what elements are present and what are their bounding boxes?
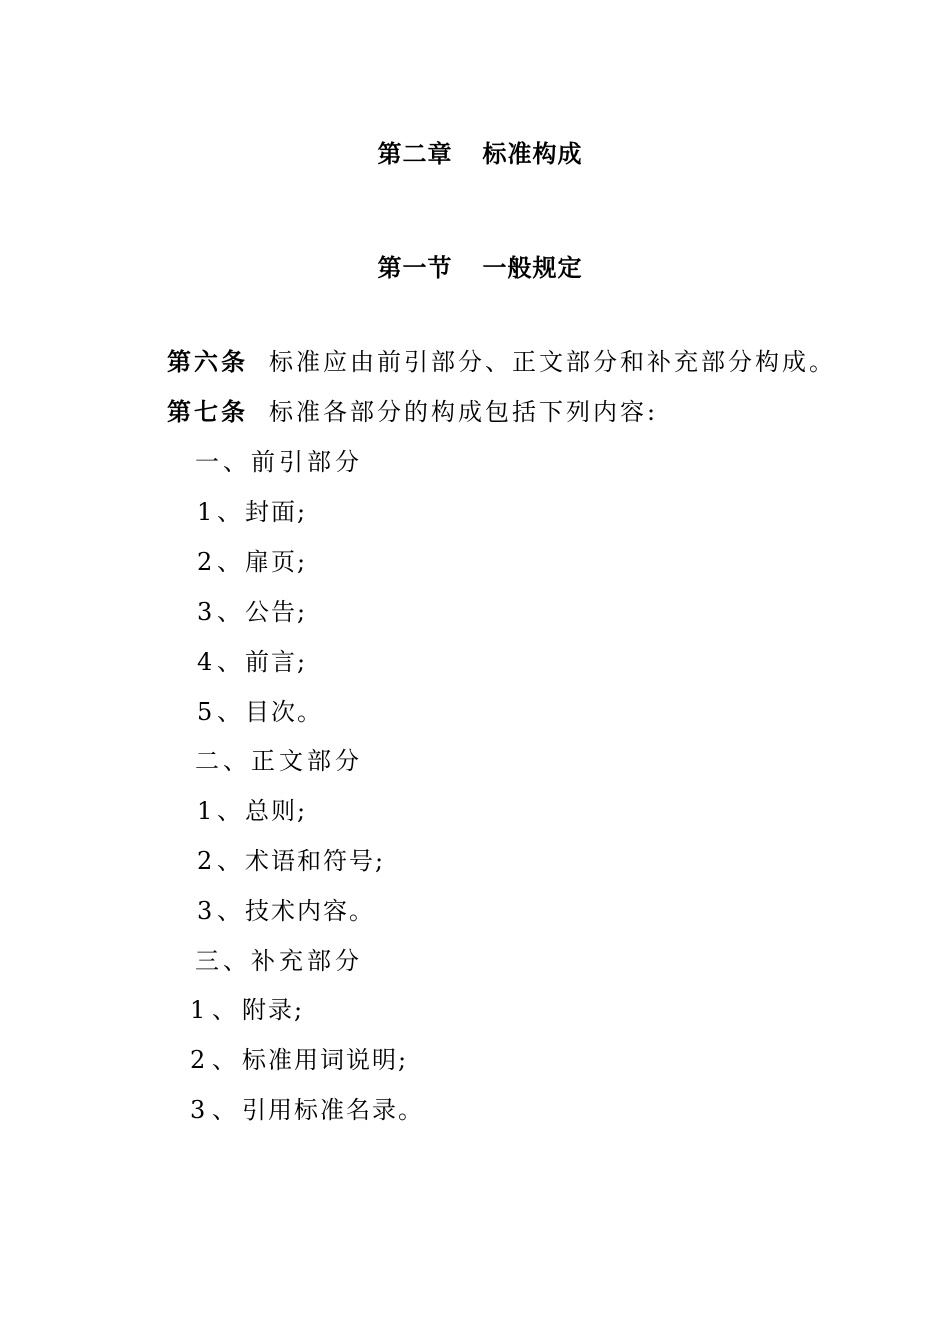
list-item — [190, 1040, 408, 1075]
item-number: 3 — [197, 598, 215, 626]
item-text: 标准用词说明; — [242, 1046, 409, 1074]
section-title: 一般规定 — [482, 254, 583, 282]
article-label: 第七条 — [167, 398, 248, 426]
section-number: 第一节 — [377, 254, 453, 282]
item-separator: 、 — [217, 648, 243, 676]
item-number: 2 — [190, 1046, 208, 1074]
list-item — [197, 891, 375, 926]
section-heading — [5, 248, 950, 283]
item-text: 公告; — [245, 598, 308, 626]
article-text: 标准应由前引部分、正文部分和补充部分构成。 — [269, 348, 836, 376]
item-separator: 、 — [217, 598, 243, 626]
chapter-number: 第二章 — [377, 140, 453, 168]
item-separator: 、 — [212, 1096, 238, 1124]
list-item — [197, 841, 385, 876]
article-6 — [167, 342, 836, 377]
item-text: 目次。 — [245, 698, 323, 726]
item-number: 3 — [197, 897, 215, 925]
item-number: 2 — [197, 548, 215, 576]
list-item — [197, 592, 307, 627]
item-text: 前言; — [245, 648, 308, 676]
item-separator: 、 — [217, 847, 243, 875]
list-item — [190, 990, 304, 1025]
item-number: 4 — [197, 648, 215, 676]
item-separator: 、 — [217, 548, 243, 576]
item-text: 术语和符号; — [245, 847, 386, 875]
item-text: 技术内容。 — [245, 897, 375, 925]
item-number: 3 — [190, 1096, 208, 1124]
list-item — [197, 642, 307, 677]
item-separator: 、 — [212, 996, 238, 1024]
item-text: 封面; — [245, 498, 308, 526]
list-item — [197, 791, 307, 826]
chapter-title: 标准构成 — [482, 140, 583, 168]
item-text: 总则; — [245, 797, 308, 825]
item-separator: 、 — [217, 698, 243, 726]
item-number: 2 — [197, 847, 215, 875]
item-number: 1 — [197, 498, 215, 526]
item-text: 引用标准名录。 — [242, 1096, 424, 1124]
part-title-front: 一、前引部分 — [195, 448, 363, 476]
list-item — [190, 1090, 424, 1125]
item-number: 5 — [197, 698, 215, 726]
item-separator: 、 — [217, 498, 243, 526]
item-text: 附录; — [242, 996, 305, 1024]
part-title-supplement: 三、补充部分 — [195, 947, 363, 975]
list-item — [197, 542, 307, 577]
article-label: 第六条 — [167, 348, 248, 376]
part-title-body: 二、正文部分 — [195, 747, 363, 775]
chapter-heading — [5, 134, 950, 169]
item-number: 1 — [190, 996, 208, 1024]
article-7 — [167, 392, 658, 427]
item-text: 扉页; — [245, 548, 308, 576]
item-separator: 、 — [217, 897, 243, 925]
list-item — [197, 692, 323, 727]
item-number: 1 — [197, 797, 215, 825]
item-separator: 、 — [212, 1046, 238, 1074]
list-item — [197, 492, 307, 527]
item-separator: 、 — [217, 797, 243, 825]
article-text: 标准各部分的构成包括下列内容: — [269, 398, 659, 426]
